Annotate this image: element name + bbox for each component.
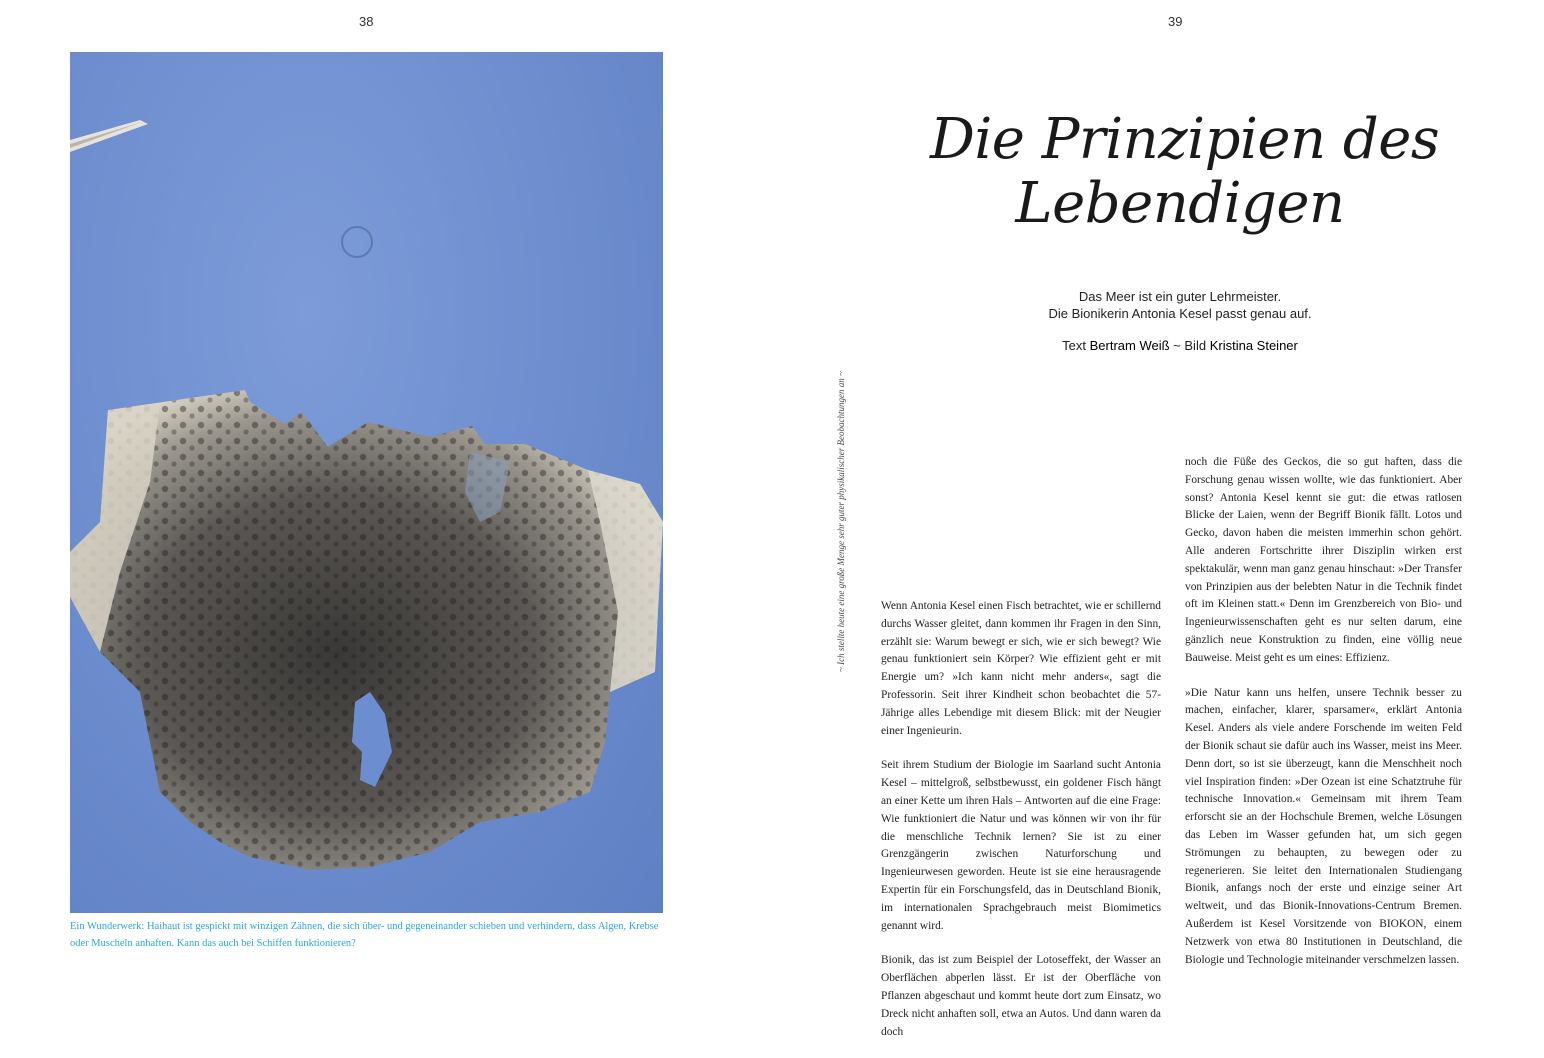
page-number-right: 39 [1168, 14, 1183, 29]
title-line-2: Lebendigen [1015, 171, 1345, 236]
body-paragraph: noch die Füße des Geckos, die so gut haften, dass die Forschung genau wissen wollte, wie das funktioniert. Aber sonst? Antonia Kesel kennt sie gut: die etwas ratlosen Blicke der Laien, wenn der Begriff Bionik fällt. Lotos und Gecko, davon haben die meisten immerhin schon gehört. Alle anderen Fortschritte ihrer Disziplin wirken erst spektakulär, wenn man ganz genau hinschaut: »Der Transfer von Prinzipien aus der belebten Natur in die Technik findet oft im Kleinen statt.« Denn im Grenzbereich von Bio- und Ingenieurwissenschaften geht es nur selten darum, eine gänzlich neue Konstruktion zu finden, eine völlig neue Bauweise. Meist geht es um eines: Effizienz. [1185, 456, 1462, 664]
body-column-2 [1185, 454, 1462, 986]
body-paragraph: Wenn Antonia Kesel einen Fisch betrachtet, wie er schillernd durchs Wasser gleitet, dann kommen ihr Fragen in den Sinn, erzählt sie: Warum bewegt er sich, wie er sich bewegt? Wie genau funktioniert sein Körper? Wie effizient geht er mit Energie um? »Ich kann nicht mehr anders«, sagt die Professorin. Seit ihrer Kindheit schon beobachtet die 57-Jährige alles Lebendige mit diesem Blick: mit der Neugier einer Ingenieurin. [881, 600, 1161, 737]
byline-author: Bertram Weiß [1089, 338, 1170, 353]
body-column-1 [881, 598, 1161, 1058]
side-quote [836, 332, 850, 672]
page-number-left: 38 [359, 14, 374, 29]
body-paragraph: Bionik, das ist zum Beispiel der Lotoseffekt, der Wasser an Oberflächen abperlen lässt. Er ist der Oberfläche von Pflanzen abgeschaut und kommt heute dort zum Einsatz, wo Dreck nicht anhaften soll, etwa an Autos. Und dann waren da doch [881, 954, 1161, 1038]
shark-skin-photo [70, 52, 663, 913]
byline-image-label: Bild [1184, 338, 1207, 353]
byline-separator: ~ [1173, 338, 1181, 353]
lede-line-1: Das Meer ist ein guter Lehrmeister. [1078, 289, 1282, 304]
title-line-1: Die Prinzipien des [930, 107, 1440, 172]
article-lede [980, 288, 1380, 322]
byline-photographer: Kristina Steiner [1209, 338, 1298, 353]
lede-line-2: Die Bionikerin Antonia Kesel passt genau auf. [1048, 306, 1312, 321]
photo-caption: Ein Wunderwerk: Haihaut ist gespickt mit winzigen Zähnen, die sich über- und gegeneinander schieben und verhindern, dass Algen, Krebse oder Muscheln anhaften. Kann das auch bei Schiffen funktionieren? [70, 921, 659, 949]
body-paragraph: »Die Natur kann uns helfen, unsere Technik besser zu machen, einfacher, klarer, sparsamer«, erklärt Antonia Kesel. Anders als viele andere Forschende im weiten Feld der Bionik schaut sie dafür auch ins Wasser, meist ins Meer. Denn dort, so ist sie überzeugt, kann die Menschheit noch viel Inspiration finden: »Der Ozean ist eine Schatztruhe für technische Innovation.« Gemeinsam mit ihrem Team erforscht sie an der Hochschule Bremen, welche Lösungen das Leben im Wasser gefunden hat, um sich gegen Strömungen zu behaupten, zu bewegen oder zu regenerieren. Sie leitet den Internationalen Studiengang Bionik, anfangs noch der erste und einzige seiner Art weltweit, und das Bionik-Innovations-Centrum Bremen. Außerdem ist Kesel Vorsitzende von BIOKON, einem Netzwerk von etwa 80 Institutionen in Deutschland, die Biologie und Technologie miteinander verschmelzen lassen. [1185, 686, 1462, 966]
byline-text-label: Text [1062, 338, 1086, 353]
body-paragraph: Seit ihrem Studium der Biologie im Saarland sucht Antonia Kesel – mittelgroß, selbstbewusst, ein goldener Fisch hängt an einer Kette um ihren Hals – Antworten auf die eine Frage: Wie funktioniert die Natur und was können wir von ihr für die menschliche Technik lernen? Sie ist zu einer Grenzgängerin zwischen Naturforschung und Ingenieurwesen geworden. Heute ist sie eine herausragende Expertin für ein Forschungsfeld, das in Deutschland Bionik, im internationalen Sprachgebrauch meist Biomimetics genannt wird. [881, 759, 1161, 932]
side-quote-text: ~ Ich stellte heute eine große Menge sehr guter physikalischer Beobachtungen an ~ [836, 371, 846, 672]
article-title [930, 107, 1440, 236]
shark-skin-on-blue-paper-icon [70, 52, 663, 913]
byline [980, 338, 1380, 353]
